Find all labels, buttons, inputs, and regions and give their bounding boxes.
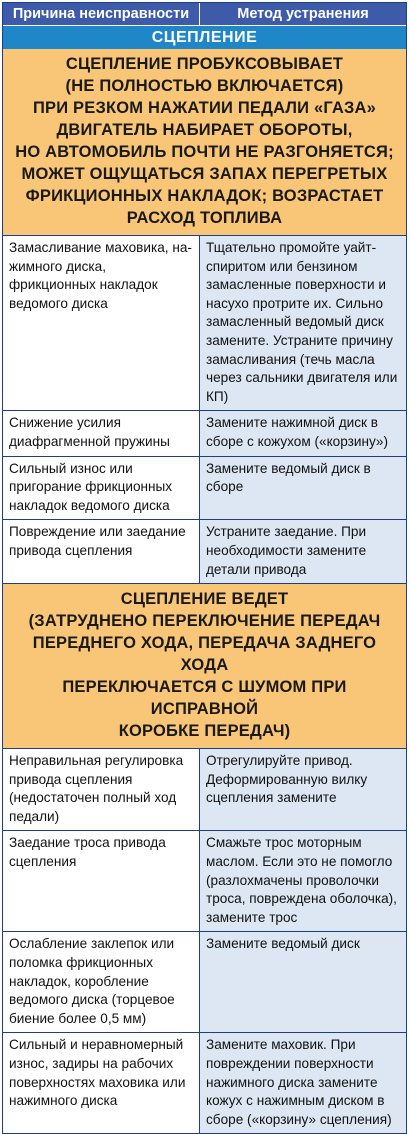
section-title: СЦЕПЛЕНИЕ bbox=[3, 25, 406, 49]
table-row bbox=[3, 1032, 406, 1133]
symptom-line: НО АВТОМОБИЛЬ ПОЧТИ НЕ РАЗГОНЯЕТСЯ; bbox=[15, 143, 394, 161]
fix-cell: Отрегулируйте привод. Деформированную вилку сцепления замените bbox=[200, 749, 406, 830]
table-row bbox=[3, 410, 406, 455]
cause-cell: Повреждение или заедание привода сцепления bbox=[3, 520, 200, 583]
table-row bbox=[3, 748, 406, 830]
table-row bbox=[3, 235, 406, 410]
symptom-heading bbox=[3, 49, 406, 235]
cause-cell: Снижение усилия диафрагменной пружины bbox=[3, 411, 200, 455]
fix-cell: Смажьте трос моторным маслом. Если это не помогло (разлохмачены проволочки троса, повреждена оболочка), замените трос bbox=[200, 831, 406, 931]
troubleshooting-table bbox=[2, 2, 407, 1134]
symptom-line: МОЖЕТ ОЩУЩАТЬСЯ ЗАПАХ ПЕРЕГРЕТЫХ bbox=[21, 165, 388, 183]
table-row bbox=[3, 830, 406, 931]
symptom-line: ПРИ РЕЗКОМ НАЖАТИИ ПЕДАЛИ «ГАЗА» bbox=[32, 99, 377, 117]
fix-cell: Замените нажимной диск в сборе с кожухом («корзину») bbox=[200, 411, 406, 455]
symptom-line: СЦЕПЛЕНИЕ ПРОБУКСОВЫВАЕТ bbox=[65, 55, 344, 73]
symptom-line: ДВИГАТЕЛЬ НАБИРАЕТ ОБОРОТЫ, bbox=[56, 121, 353, 139]
symptom-heading bbox=[3, 583, 406, 748]
table-header bbox=[3, 3, 406, 25]
cause-cell: Сильный и неравномерный износ, задиры на рабочих поверхностях маховика или нажимного диска bbox=[3, 1033, 200, 1133]
symptom-line: ПЕРЕКЛЮЧАЕТСЯ С ШУМОМ ПРИ ИСПРАВНОЙ bbox=[62, 678, 347, 719]
fix-cell: Замените маховик. При повреждении поверхности нажимного диска замените кожух с нажимным диском в сборе («корзину» сцепления) bbox=[200, 1033, 406, 1133]
symptom-line: (НЕ ПОЛНОСТЬЮ ВКЛЮЧАЕТСЯ) bbox=[65, 77, 344, 95]
header-fix: Метод устранения bbox=[237, 6, 369, 22]
symptom-line: ФРИКЦИОННЫХ НАКЛАДОК; ВОЗРАСТАЕТ bbox=[25, 187, 384, 205]
symptom-line: (ЗАТРУДНЕНО ПЕРЕКЛЮЧЕНИЕ ПЕРЕДАЧ bbox=[28, 612, 381, 631]
table-row bbox=[3, 456, 406, 520]
symptom-line: КОРОБКЕ ПЕРЕДАЧ) bbox=[118, 722, 291, 741]
cause-cell: Заедание троса привода сцепления bbox=[3, 831, 200, 931]
header-cause: Причина неисправности bbox=[3, 3, 200, 25]
cause-cell: Замасливание маховика, на-жимного диска, фрикционных накладок ведомого диска bbox=[3, 236, 200, 410]
fix-cell: Устраните заедание. При необходимости замените детали привода bbox=[200, 520, 406, 583]
fix-cell: Тщательно промойте уайт-спиритом или бензином замасленные поверхности и насухо протрите их. Сильно замасленный ведомый диск замените. Устраните причину замасливания (течь масла через сальники двигателя или КП) bbox=[200, 236, 406, 410]
fix-cell: Замените ведомый диск bbox=[200, 932, 406, 1032]
fix-cell: Замените ведомый диск в сборе bbox=[200, 457, 406, 520]
table-row bbox=[3, 519, 406, 583]
symptom-line: СЦЕПЛЕНИЕ ВЕДЕТ bbox=[120, 590, 289, 609]
symptom-line: РАСХОД ТОПЛИВА bbox=[126, 209, 283, 227]
table-row bbox=[3, 931, 406, 1032]
table-body bbox=[3, 49, 406, 1133]
cause-cell: Сильный износ или пригорание фрикционных накладок ведомого диска bbox=[3, 457, 200, 520]
cause-cell: Неправильная регулировка привода сцепления (недостаточен полный ход педали) bbox=[3, 749, 200, 830]
symptom-line: ПЕРЕДНЕГО ХОДА, ПЕРЕДАЧА ЗАДНЕГО ХОДА bbox=[32, 634, 377, 675]
cause-cell: Ослабление заклепок или поломка фрикционных накладок, коробление ведомого диска (торцевое биение более 0,5 мм) bbox=[3, 932, 200, 1032]
